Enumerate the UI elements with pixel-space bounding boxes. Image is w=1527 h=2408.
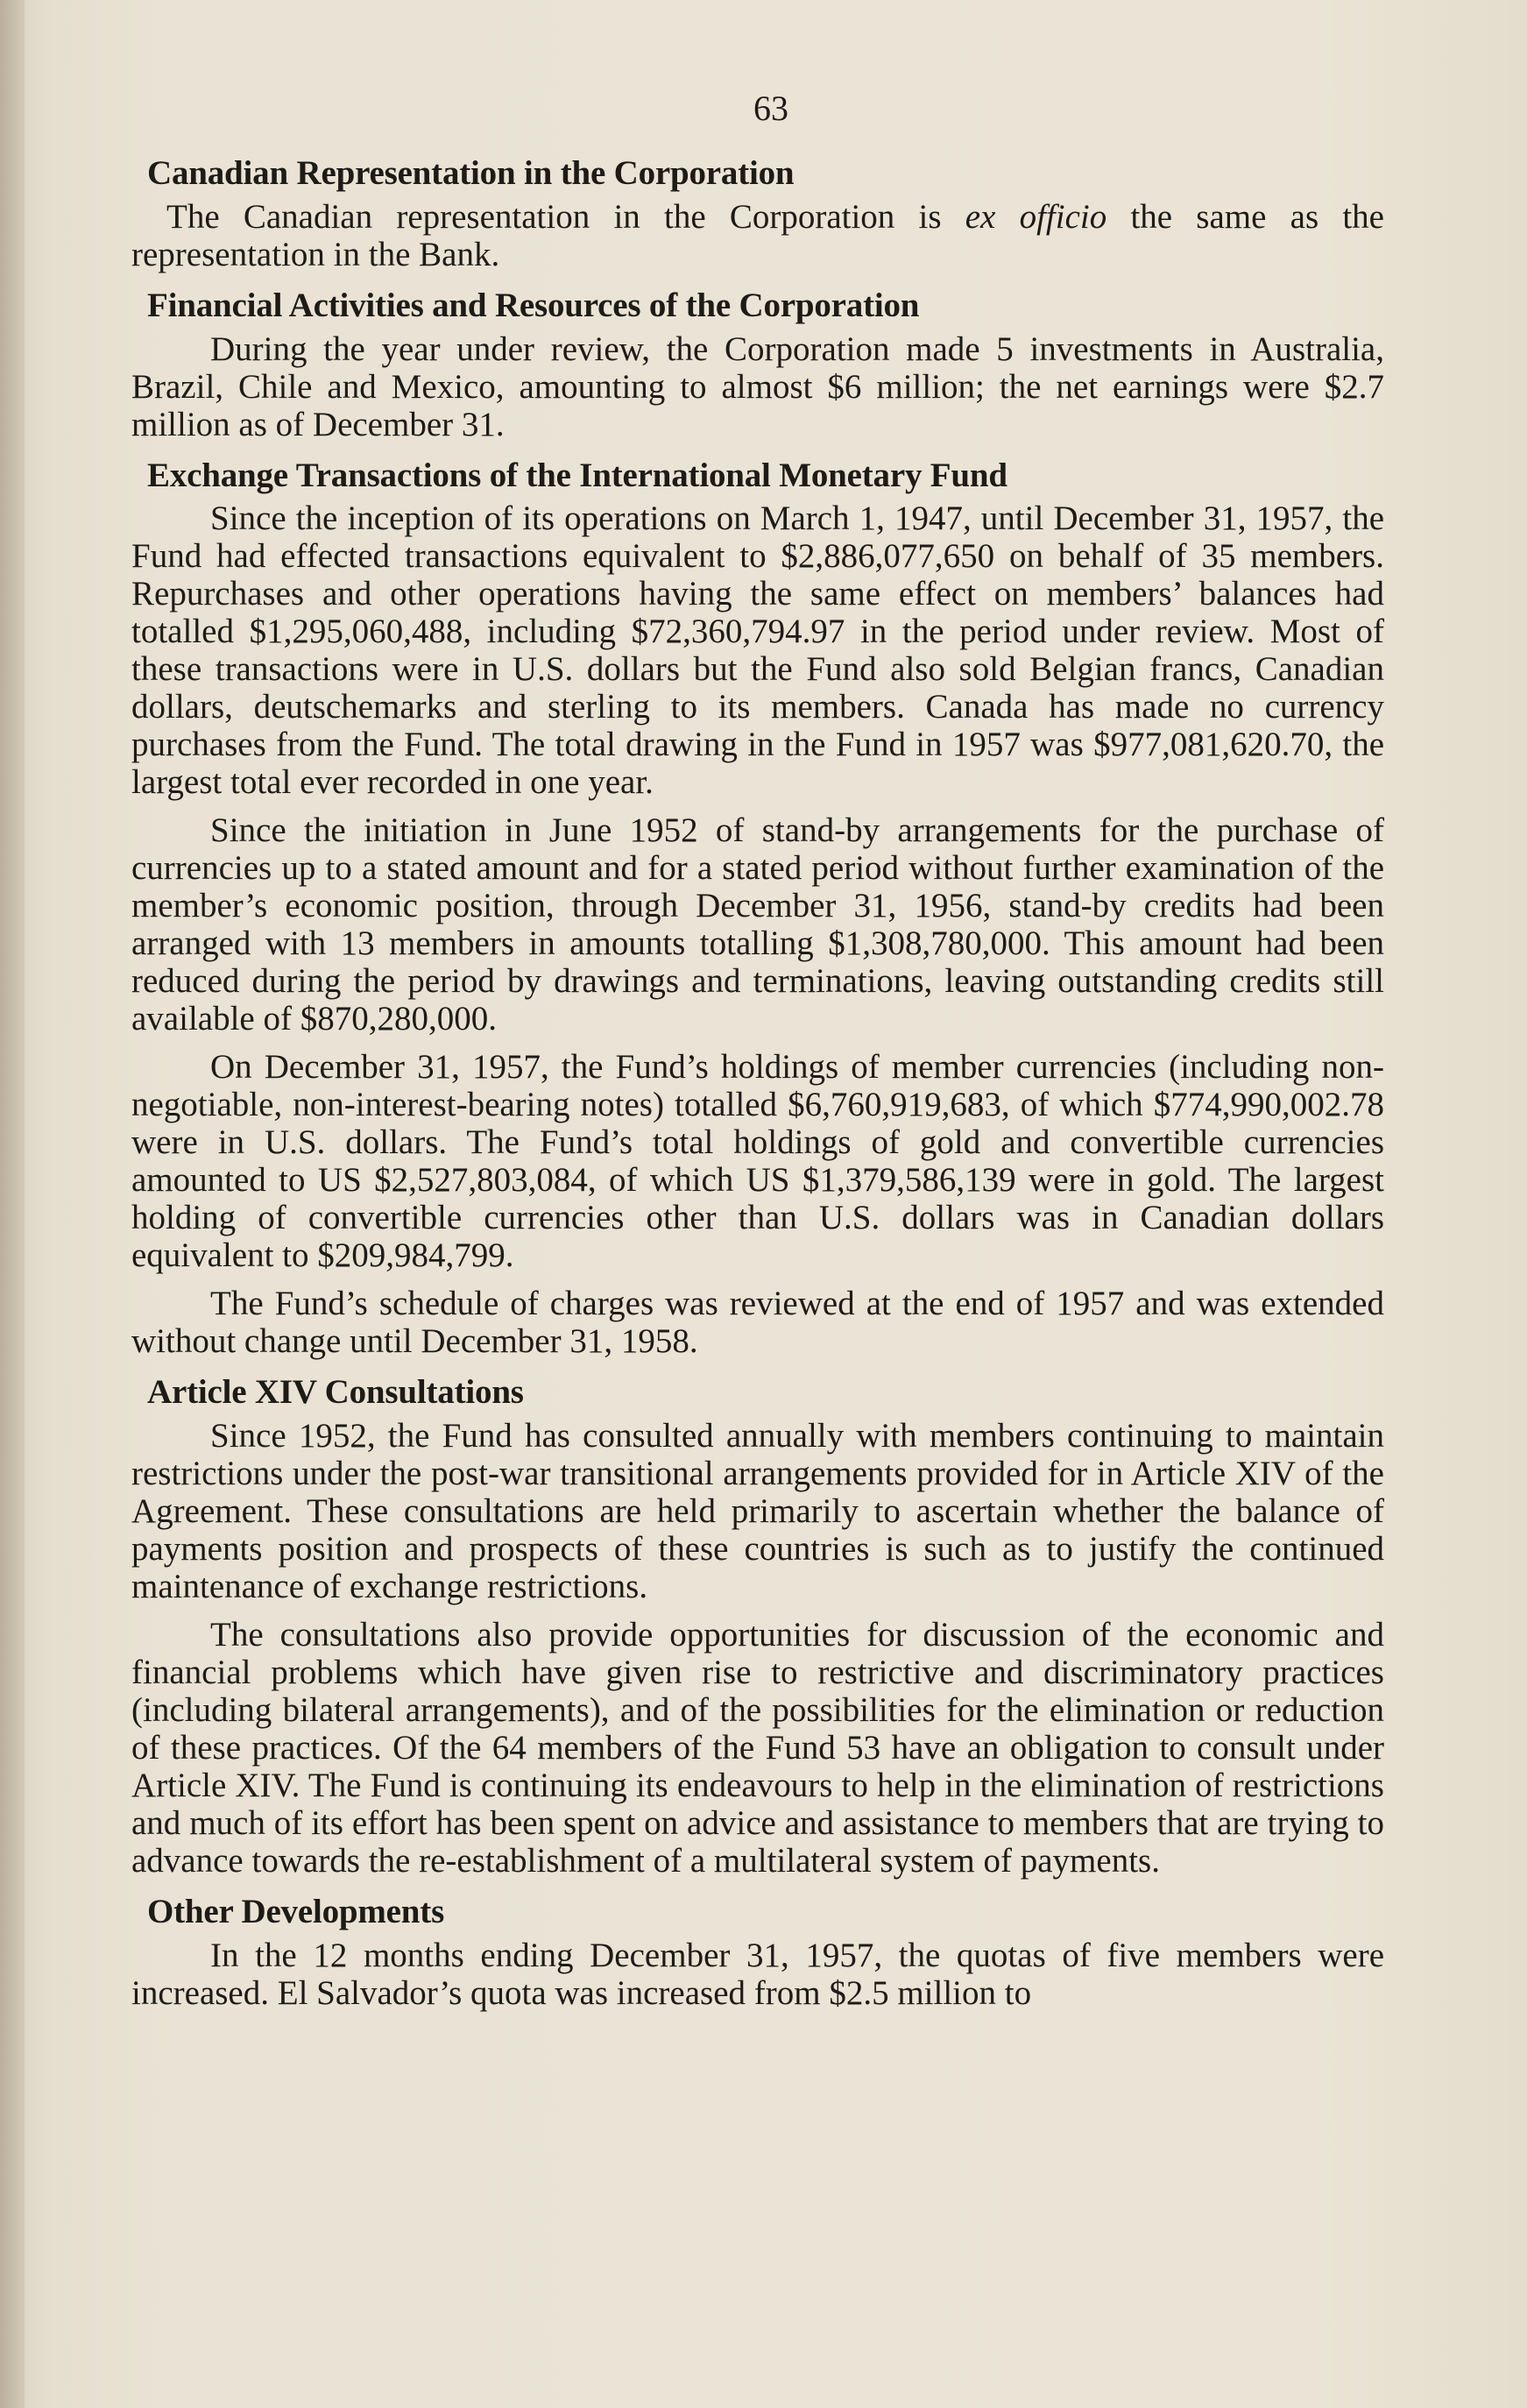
paragraph: Since the inception of its operations on March 1, 1947, until December 31, 1957, the Fund had effected transactions equivalent to $2,886,077,650 on behalf of 35 members. Repurchases and other operations having the same effect on members’ balances had totalled $1,295,060,488, including $72,360,794.97 in the period under review. Most of these transactions were in U.S. dollars but the Fund also sold Belgian francs, Canadian dollars, deutschemarks and sterling to its members. Canada has made no currency purchases from the Fund. The total drawing in the Fund in 1957 was $977,081,620.70, the largest total ever recorded in one year. [131,499,1384,802]
section-heading-article-xiv-consultations: Article XIV Consultations [147,1373,524,1412]
paragraph: On December 31, 1957, the Fund’s holdings of member currencies (including non-negotiable, non-interest-bearing notes) totalled $6,760,919,683, of which $774,990,002.78 were in U.S. dollars. The Fund’s total holdings of gold and convertible currencies amounted to US $2,527,803,084, of which US $1,379,586,139 were in gold. The largest holding of convertible currencies other than U.S. dollars was in Canadian dollars equivalent to $209,984,799. [131,1048,1384,1275]
section-heading-exchange-transactions: Exchange Transactions of the International Monetary Fund [147,456,1007,494]
paragraph: Since the initiation in June 1952 of stand-by arrangements for the purchase of currencies up to a stated amount and for a stated period without further examination of the member’s economic position, through December 31, 1956, stand-by credits had been arranged with 13 members in amounts totalling $1,308,780,000. This amount had been reduced during the period by drawings and terminations, leaving outstanding credits still available of $870,280,000. [131,811,1384,1038]
paragraph: The Fund’s schedule of charges was reviewed at the end of 1957 and was extended without change until December 31, 1958. [131,1285,1384,1361]
paragraph: During the year under review, the Corporation made 5 investments in Australia, Brazil, Chile and Mexico, amounting to almost $6 million; the net earnings were $2.7 million as of December 31. [131,329,1384,443]
section-heading-canadian-representation: Canadian Representation in the Corporation [147,154,795,192]
text-run: The Canadian representation in the Corporation is [166,197,965,236]
italic-text-run: ex officio [965,197,1107,236]
section-heading-financial-activities: Financial Activities and Resources of the Corporation [147,286,920,324]
section-heading-other-developments: Other Developments [147,1893,445,1931]
paragraph: The consultations also provide opportunities for discussion of the economic and financial problems which have given rise to restrictive and discriminatory practices (including bilateral arrangements), and of the possibilities for the elimination or reduction of these practices. Of the 64 members of the Fund 53 have an obligation to consult under Article XIV. The Fund is continuing its endeavours to help in the elimination of restrictions and much of its effort has been spent on advice and assistance to members that are trying to advance towards the re-establishment of a multilateral system of payments. [131,1616,1384,1880]
paragraph: Since 1952, the Fund has consulted annually with members continuing to maintain restrictions under the post-war transitional arrangements provided for in Article XIV of the Agreement. These consultations are held primarily to ascertain whether the balance of payments position and prospects of these countries is such as to justify the continued maintenance of exchange restrictions. [131,1417,1384,1606]
book-spine-shadow [0,0,25,2408]
paragraph [131,198,1384,273]
page-number: 63 [753,89,788,128]
text-run: the same as the representation in the Bank. [131,197,1384,273]
page-content [131,88,1384,2022]
paragraph: In the 12 months ending December 31, 1957, the quotas of five members were increased. El Salvador’s quota was increased from $2.5 million to [131,1936,1384,2012]
